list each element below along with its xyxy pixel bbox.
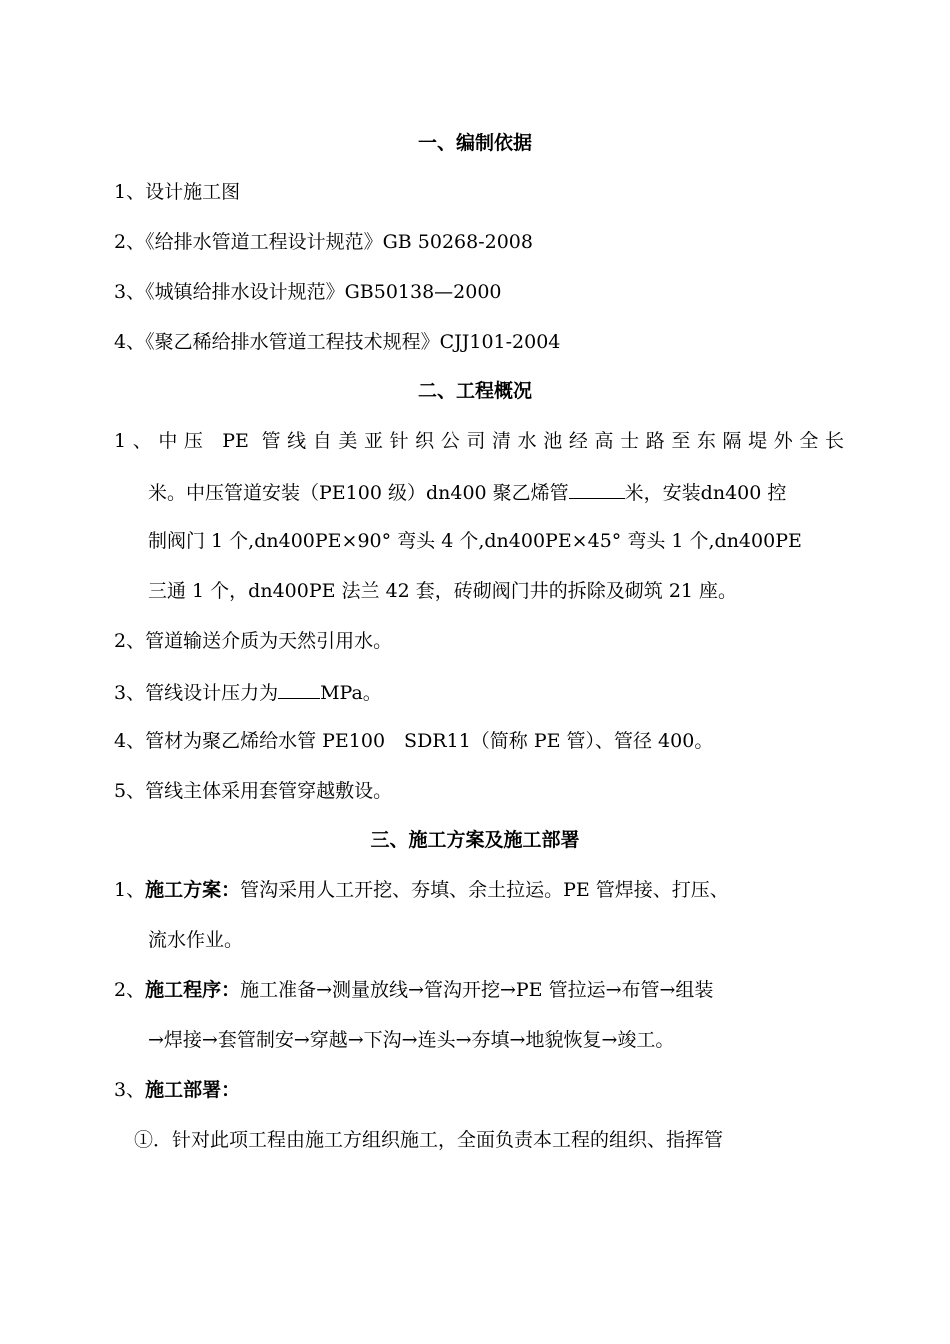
plan-item-1-number: 1、 — [114, 879, 146, 901]
overview-item-5: 5、管线主体采用套管穿越敷设。 — [114, 780, 393, 802]
plan-item-3 — [114, 1077, 844, 1103]
overview-item-3 — [114, 678, 844, 706]
plan-item-3-label: 施工部署： — [145, 1079, 241, 1101]
plan-item-2-line-2: →焊接→套管制安→穿越→下沟→连头→夯填→地貌恢复→竣工。 — [148, 1029, 675, 1051]
overview-item-1-line-1: 1、中压 PE 管线自美亚针织公司清水池经高士路至东隔堤外全长 — [114, 430, 844, 452]
overview-item-1-line-2-end: 米，安装dn400 控 — [624, 482, 787, 504]
plan-item-2-number: 2、 — [114, 979, 146, 1001]
overview-item-1-line-2 — [148, 478, 838, 506]
overview-item-1-line-2-start: 米。中压管道安装（PE100 级）dn400 聚乙烯管 — [148, 482, 569, 504]
basis-item-4: 4、《聚乙稀给排水管道工程技术规程》CJJ101-2004 — [114, 331, 561, 353]
section-title-overview: 二、工程概况 — [417, 380, 532, 402]
section-title-basis: 一、编制依据 — [417, 132, 532, 154]
plan-item-1 — [114, 877, 844, 903]
plan-item-2-text: 施工准备→测量放线→管沟开挖→PE 管拉运→布管→组装 — [240, 979, 714, 1001]
overview-item-1-line-3: 制阀门 1 个,dn400PE×90° 弯头 4 个,dn400PE×45° 弯头 1 个,dn400PE — [148, 530, 802, 552]
basis-item-2: 2、《给排水管道工程设计规范》GB 50268-2008 — [114, 231, 533, 253]
plan-item-2-label: 施工程序： — [145, 979, 241, 1001]
pipe-length-blank — [569, 478, 625, 499]
basis-item-3: 3、《城镇给排水设计规范》GB50138—2000 — [114, 281, 502, 303]
overview-item-4: 4、管材为聚乙烯给水管 PE100 SDR11（简称 PE 管）、管径 400。 — [114, 730, 714, 752]
overview-item-3-end: MPa。 — [320, 682, 382, 704]
section-title-plan: 三、施工方案及施工部署 — [370, 829, 580, 851]
overview-item-2: 2、管道输送介质为天然引用水。 — [114, 630, 393, 652]
plan-item-3-sub-1: ①．针对此项工程由施工方组织施工，全面负责本工程的组织、指挥管 — [134, 1129, 724, 1151]
basis-item-1: 1、设计施工图 — [114, 181, 241, 203]
plan-item-1-line-2: 流水作业。 — [148, 929, 244, 951]
pressure-blank — [278, 678, 320, 699]
overview-item-1-line-4: 三通 1 个，dn400PE 法兰 42 套，砖砌阀门井的拆除及砌筑 21 座。 — [148, 580, 738, 602]
plan-item-1-label: 施工方案： — [145, 879, 241, 901]
plan-item-2 — [114, 977, 844, 1003]
plan-item-3-number: 3、 — [114, 1079, 146, 1101]
overview-item-3-start: 3、管线设计压力为 — [114, 682, 279, 704]
plan-item-1-text: 管沟采用人工开挖、夯填、余土拉运。PE 管焊接、打压、 — [240, 879, 729, 901]
